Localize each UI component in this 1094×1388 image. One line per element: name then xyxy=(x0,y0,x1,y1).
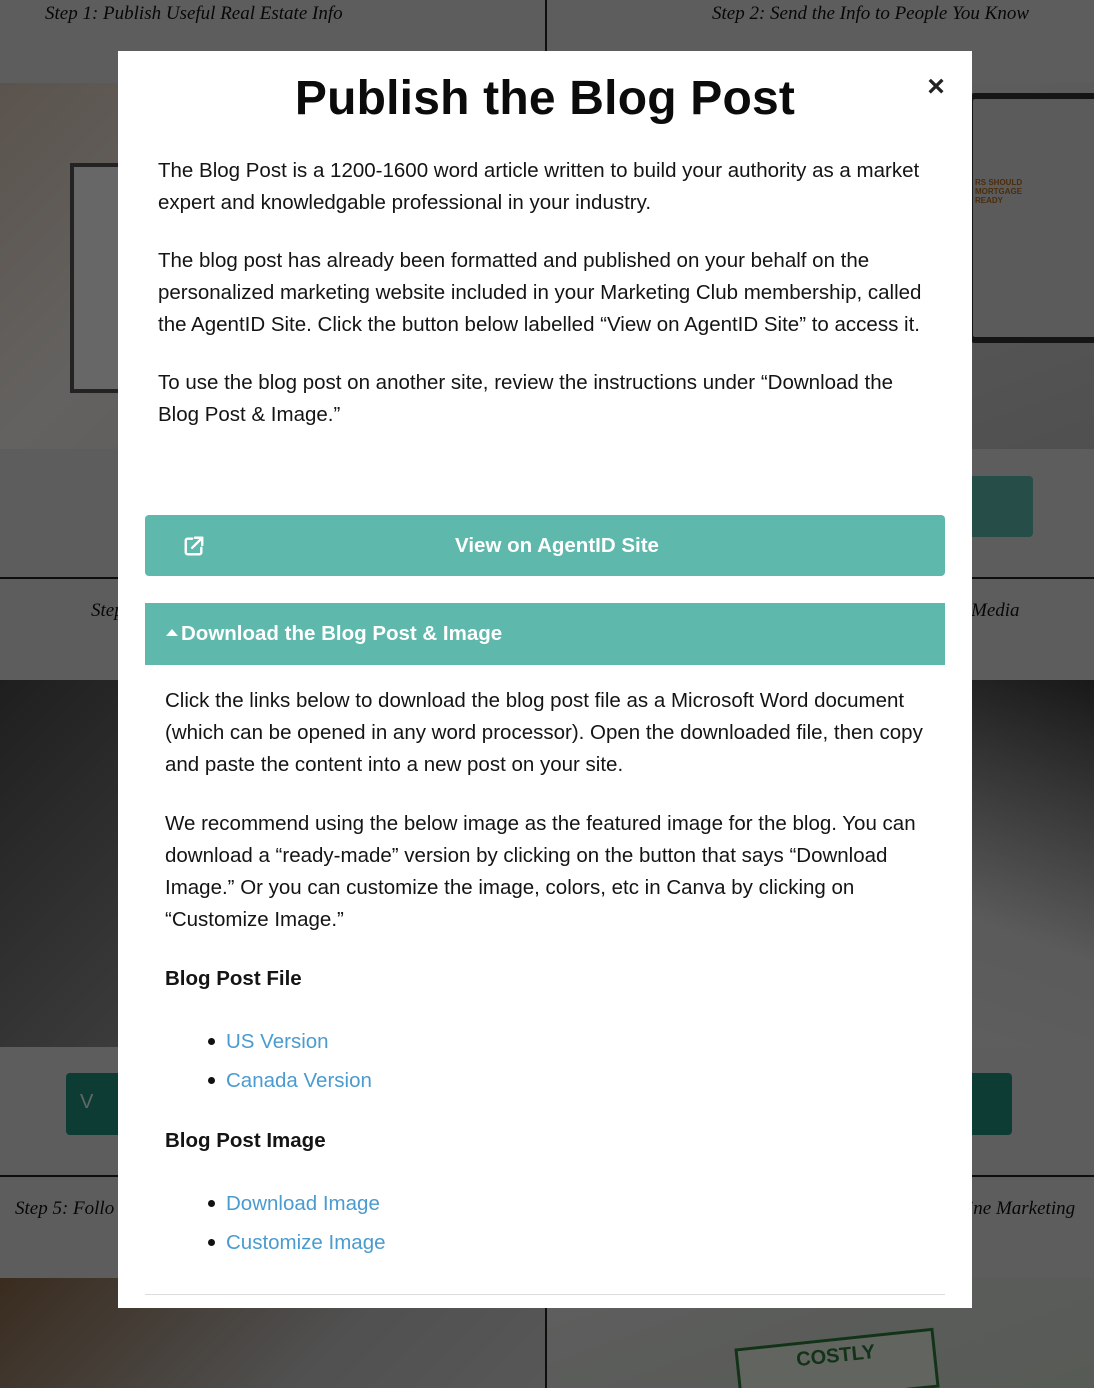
caret-up-icon xyxy=(166,629,178,636)
blog-post-image-heading: Blog Post Image xyxy=(165,1129,326,1152)
accordion-paragraph: We recommend using the below image as the featured image for the blog. You can download a “ready-made” version by clicking on the button that says “Download Image.” Or you can customize the image, colors, etc in Canva by clicking on “Customize Image.” xyxy=(165,812,916,931)
bullet-icon xyxy=(208,1038,215,1045)
download-accordion-body xyxy=(165,685,935,1287)
canada-version-link[interactable]: Canada Version xyxy=(226,1069,372,1092)
download-accordion-header[interactable] xyxy=(145,603,945,665)
accordion-header-label: Download the Blog Post & Image xyxy=(181,622,503,645)
accordion-paragraph: Click the links below to download the blog post file as a Microsoft Word document (which can be opened in any word processor). Open the downloaded file, then copy and paste the content into a new post on your site. xyxy=(165,689,923,776)
view-button-label: View on AgentID Site xyxy=(455,534,659,557)
modal-intro xyxy=(158,155,928,457)
list-item xyxy=(165,1061,935,1100)
intro-paragraph: The blog post has already been formatted and published on your behalf on the personalized marketing website included in your Marketing Club membership, called the AgentID Site. Click the button below labelled “View on AgentID Site” to access it. xyxy=(158,249,922,336)
blog-post-file-list xyxy=(165,1022,935,1100)
intro-paragraph: The Blog Post is a 1200-1600 word article written to build your authority as a market expert and knowledgable professional in your industry. xyxy=(158,159,920,214)
view-on-agentid-site-button[interactable] xyxy=(145,515,945,576)
us-version-link[interactable]: US Version xyxy=(226,1030,329,1053)
customize-image-link[interactable]: Customize Image xyxy=(226,1231,386,1254)
publish-blog-post-modal xyxy=(118,51,972,1308)
modal-divider xyxy=(145,1294,945,1295)
list-item xyxy=(165,1022,935,1061)
blog-post-file-heading: Blog Post File xyxy=(165,967,302,990)
intro-paragraph: To use the blog post on another site, review the instructions under “Download the Blog Post & Image.” xyxy=(158,371,894,426)
bullet-icon xyxy=(208,1200,215,1207)
download-image-link[interactable]: Download Image xyxy=(226,1192,380,1215)
list-item xyxy=(165,1223,935,1262)
list-item xyxy=(165,1184,935,1223)
bullet-icon xyxy=(208,1077,215,1084)
bullet-icon xyxy=(208,1239,215,1246)
blog-post-image-list xyxy=(165,1184,935,1262)
close-icon[interactable]: × xyxy=(927,70,945,103)
modal-title: Publish the Blog Post xyxy=(294,72,796,125)
